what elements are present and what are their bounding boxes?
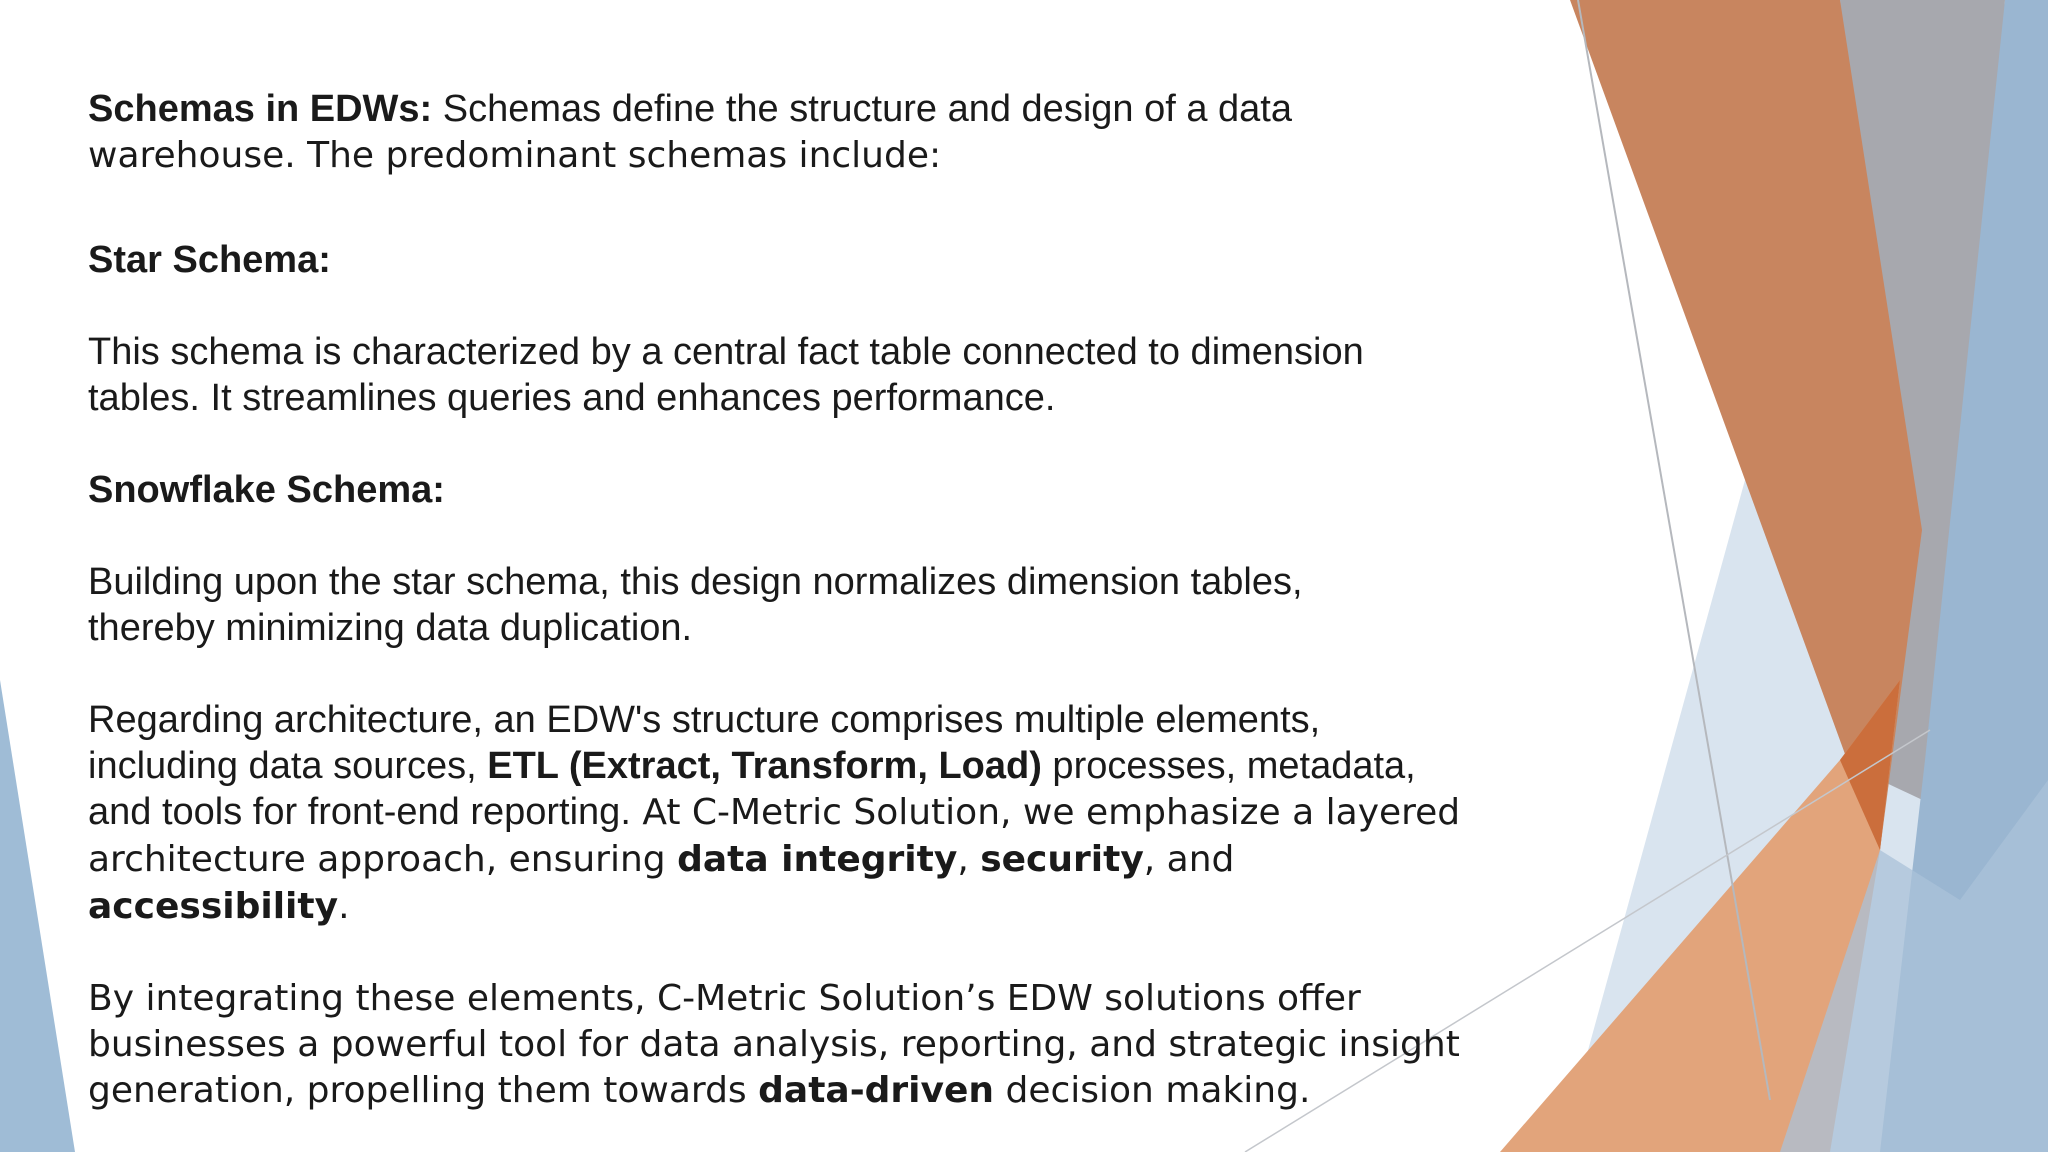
conclusion-line-3b: decision making. (994, 1070, 1311, 1111)
star-schema-paragraph (88, 329, 1488, 421)
arch-sep-1: , (957, 839, 981, 880)
conclusion-line-3a: generation, propelling them towards (88, 1070, 759, 1111)
left-blue-shape (0, 680, 75, 1152)
snowflake-schema-heading (88, 467, 1488, 513)
intro-heading: Schemas in EDWs: (88, 88, 433, 130)
conclusion-data-driven: data-driven (758, 1070, 995, 1111)
star-schema-heading (88, 237, 1488, 283)
snowflake-schema-paragraph (88, 559, 1488, 651)
conclusion-line-1: By integrating these elements, C-Metric Solution’s EDW solutions offer (88, 978, 1361, 1019)
intro-text-1: Schemas define the structure and design of a data (432, 88, 1292, 130)
arch-line-3a: and tools for front-end reporting. (88, 791, 631, 833)
arch-accessibility: accessibility (88, 886, 339, 927)
arch-line-4a: architecture approach, ensuring (88, 839, 678, 880)
arch-security: security (980, 839, 1144, 880)
intro-text-2: warehouse. The predominant schemas include: (88, 135, 942, 176)
architecture-paragraph (88, 697, 1488, 930)
star-line-2: tables. It streamlines queries and enhances performance. (88, 377, 1056, 419)
arch-sep-2: , and (1143, 839, 1235, 880)
snowflake-line-2: thereby minimizing data duplication. (88, 607, 693, 649)
arch-line-3b: At C-Metric Solution, we emphasize a layered (630, 792, 1461, 833)
star-schema-title: Star Schema: (88, 239, 331, 281)
star-line-1: This schema is characterized by a central fact table connected to dimension (88, 331, 1364, 373)
snowflake-schema-title: Snowflake Schema: (88, 469, 445, 511)
conclusion-paragraph (88, 976, 1488, 1114)
arch-line-2b: processes, metadata, (1041, 745, 1416, 787)
intro-paragraph (88, 86, 1488, 179)
arch-data-integrity: data integrity (677, 839, 958, 880)
arch-line-2a: including data sources, (88, 745, 488, 787)
slide-body (88, 86, 1488, 1114)
snowflake-line-1: Building upon the star schema, this design normalizes dimension tables, (88, 561, 1303, 603)
arch-line-1: Regarding architecture, an EDW's structure comprises multiple elements, (88, 699, 1321, 741)
arch-etl: ETL (Extract, Transform, Load) (487, 745, 1042, 787)
arch-end: . (338, 886, 350, 927)
conclusion-line-2: businesses a powerful tool for data analysis, reporting, and strategic insight (88, 1024, 1460, 1065)
